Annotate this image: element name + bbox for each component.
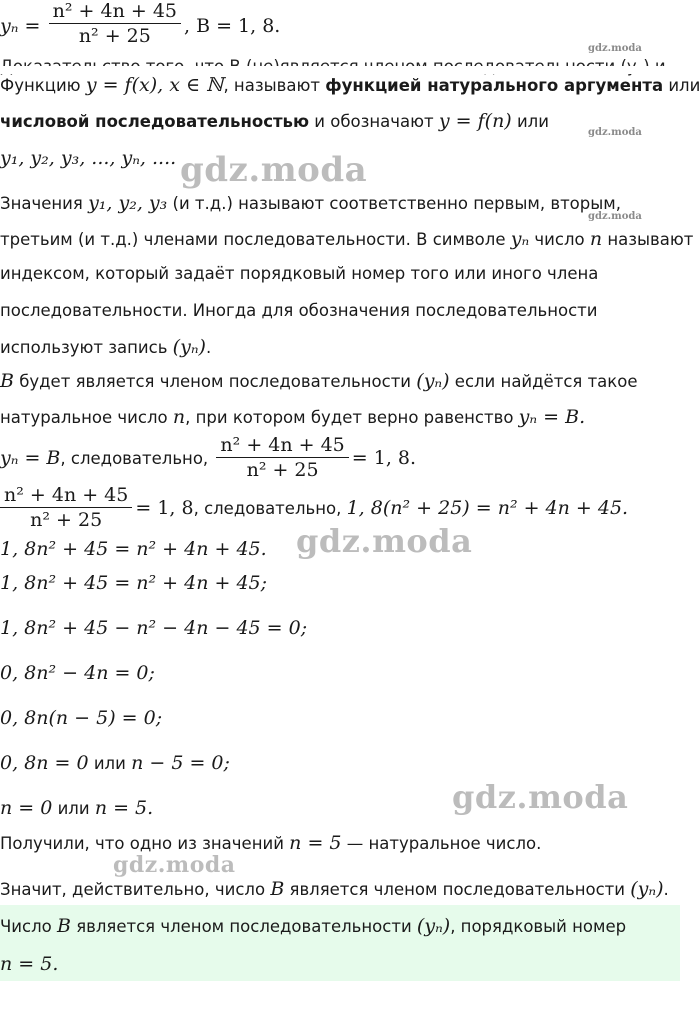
yn-label: yₙ = [0,15,41,37]
solution-line-3: yₙ = B, следовательно, $\frac{\text{n² + 4n + 45}}{\text{n² + 25}}$ = 1, 8. [0,434,417,481]
theory-line-3: y₁, y₂, y₃, ..., yₙ, .... [0,147,177,169]
theory-line-5: третьим (и т.д.) членами последовательности. В символе yₙ число n называют [0,228,694,250]
watermark-small: gdz.moda [588,43,642,54]
result-line-2: Значит, действительно, число B является членом последовательности (yₙ). [0,878,669,900]
result-line-1: Получили, что одно из значений n = 5 — натуральное число. [0,832,542,854]
solution-line-4: $\frac{\text{n² + 4n + 45}}{\text{n² + 25}}$ = 1, 8, следовательно, 1, 8(n² + 25) = n² + 4n + 45. [0,482,628,535]
solution-line-2: натуральное число n, при котором будет верно равенство yₙ = B. [0,406,586,428]
watermark-small: gdz.moda [588,127,642,138]
equation-1: 1, 8n² + 45 = n² + 4n + 45. [0,538,267,560]
answer-line-2: n = 5. [0,953,59,975]
theory-line-1: Функцию y = f(x), x ∈ ℕ, называют функцией натурального аргумента или [0,74,700,96]
theory-line-8: используют запись (yₙ). [0,336,212,358]
watermark-small: gdz.moda [588,211,642,222]
equation-6: 0, 8n = 0 или n − 5 = 0; [0,752,230,774]
b-value: , B = 1, 8. [184,15,281,37]
equation-5: 0, 8n(n − 5) = 0; [0,707,163,729]
equation-3: 1, 8n² + 45 − n² − 4n − 45 = 0; [0,617,308,639]
answer-block [0,905,680,981]
theory-line-7: последовательности. Иногда для обозначения последовательности [0,301,598,320]
theory-line-4: Значения y₁, y₂, y₃ (и т.д.) называют соответственно первым, вторым, [0,192,621,214]
truncated-line [0,0,680,66]
theory-line-2: числовой последовательностью и обозначают y = f(n) или [0,110,549,132]
equation-7: n = 0 или n = 5. [0,797,154,819]
equation-4: 0, 8n² − 4n = 0; [0,662,155,684]
fraction: $\frac{\text{n² + 4n + 45}}{\text{n² + 25}}$ [216,433,348,482]
watermark-large: gdz.moda [296,522,473,560]
answer-line-1: Число B является членом последовательности (yₙ), порядковый номер [0,915,627,937]
theory-line-6: индексом, который задаёт порядковый номер того или иного члена [0,264,599,283]
watermark-large: gdz.moda [452,778,629,816]
watermark-large: gdz.moda [113,852,236,878]
solution-line-1: B будет является членом последовательности (yₙ) если найдётся такое [0,370,638,392]
equation-2: 1, 8n² + 45 = n² + 4n + 45; [0,572,268,594]
watermark-large: gdz.moda [180,150,368,190]
fraction: $\frac{\text{n² + 4n + 45}}{\text{n² + 25}}$ [0,483,132,532]
header-fraction: $\frac{\text{n² + 4n + 45}}{\text{n² + 25}}$ [49,0,181,48]
